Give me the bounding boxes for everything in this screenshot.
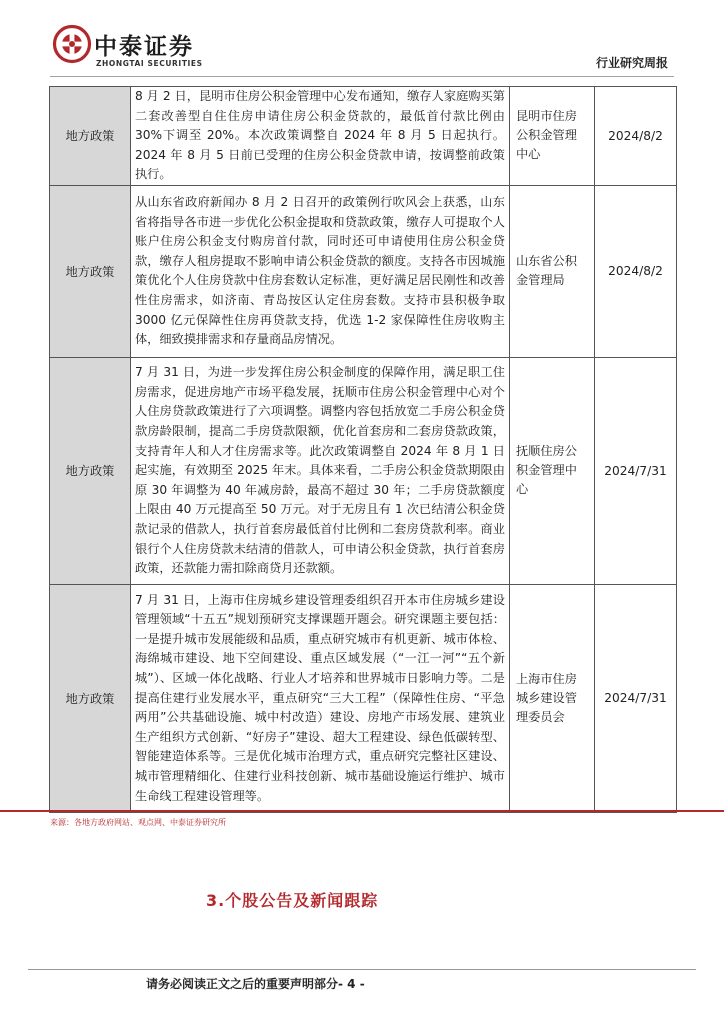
policy-content-cell: 7 月 31 日，为进一步发挥住房公积金制度的保障作用，满足职工住房需求，促进房地产市场平稳发展，抚顺市住房公积金管理中心对个人住房贷款政策进行了六项调整。调整内容包括放宽二手房公积金贷款房龄限制，提高二手房贷款限额，优化首套房和二套房贷款政策，支持青年人和人才住房需求等。此次政策调整自 2024 年 8 月 1 日起实施，有效期至 2025 年末。具体来看，二手房公积金贷款期限由原 30 年调整为 40 年减房龄，最高不超过 30 年；二手房贷款额度上限由 40 万元提高至 50 万元。对于无房且有 1 次已结清公积金贷款记录的借款人，执行首套房最低首付比例和二套房贷款利率。商业银行个人住房贷款未结清的借款人，可申请公积金贷款，执行首套房政策，还款能力需扣除商贷月还款额。 [131, 357, 510, 584]
policy-type-cell: 地方政策 [50, 185, 131, 357]
table-row [50, 584, 677, 812]
footer-disclaimer: 请务必阅读正文之后的重要声明部分 [146, 977, 339, 991]
table-row [50, 357, 677, 584]
policy-source-cell: 山东省公积金管理局 [510, 185, 595, 357]
policy-content-cell: 7 月 31 日，上海市住房城乡建设管理委组织召开本市住房城乡建设管理领域“十五五”规划预研究支撑课题开题会。研究课题主要包括：一是提升城市发展能级和品质，重点研究城市有机更新、城市体检、海绵城市建设、地下空间建设、重点区域发展（“一江一河”“五个新城”）、区域一体化战略、行业人才培养和世界城市日影响力等。二是提高住建行业发展水平，重点研究“三大工程”（保障性住房、“平急两用”公共基础设施、城中村改造）建设、房地产市场发展、建筑业生产组织方式创新、“好房子”建设、超大工程建设、绿色低碳转型、智能建造体系等。三是优化城市治理方式，重点研究完整社区建设、城市管理精细化、住建行业科技创新、城市基础设施运行维护、城市生命线工程建设管理等。 [131, 584, 510, 812]
policy-date-cell: 2024/8/2 [595, 185, 677, 357]
policy-table [49, 86, 677, 813]
policy-source-cell: 上海市住房城乡建设管理委员会 [510, 584, 595, 812]
company-name-cn: 中泰证券 [94, 34, 194, 60]
policy-source-cell: 抚顺住房公积金管理中心 [510, 357, 595, 584]
company-name-en: ZHONGTAI SECURITIES [96, 59, 203, 68]
policy-date-cell: 2024/8/2 [595, 87, 677, 186]
table-row [50, 87, 677, 186]
policy-type-cell: 地方政策 [50, 357, 131, 584]
policy-type-cell: 地方政策 [50, 87, 131, 186]
policy-date-cell: 2024/7/31 [595, 357, 677, 584]
section-title: 3.个股公告及新闻跟踪 [206, 891, 379, 910]
table-row [50, 185, 677, 357]
page-footer [146, 975, 365, 992]
policy-content-cell: 8 月 2 日，昆明市住房公积金管理中心发布通知，缴存人家庭购买第二套改善型自住住房申请住房公积金贷款的，最低首付款比例由 30%下调至 20%。本次政策调整自 2024 年 8 月 5 日起执行。2024 年 8 月 5 日前已受理的住房公积金贷款申请，按调整前政策执行。 [131, 87, 510, 186]
header-divider [50, 76, 674, 77]
table-bottom-divider [0, 810, 724, 812]
zhongtai-logo-icon [52, 24, 92, 64]
page-header [0, 0, 724, 90]
footer-divider [28, 969, 696, 970]
report-type-label: 行业研究周报 [595, 56, 668, 70]
policy-source-cell: 昆明市住房公积金管理中心 [510, 87, 595, 186]
policy-date-cell: 2024/7/31 [595, 584, 677, 812]
policy-type-cell: 地方政策 [50, 584, 131, 812]
page-number: - 4 - [338, 977, 365, 991]
source-note: 来源：各地方政府网站、观点网、中泰证券研究所 [50, 818, 226, 827]
policy-content-cell: 从山东省政府新闻办 8 月 2 日召开的政策例行吹风会上获悉，山东省将指导各市进一步优化公积金提取和贷款政策，缴存人可提取个人账户住房公积金支付购房首付款，同时还可申请使用住房公积金贷款，缴存人租房提取不影响申请公积金贷款的额度。支持各市因城施策优化个人住房贷款中住房套数认定标准，更好满足居民刚性和改善性住房需求，如济南、青岛按区认定住房套数。支持市县积极争取 3000 亿元保障性住房再贷款支持，优选 1-2 家保障性住房收购主体，细致摸排需求和存量商品房情况。 [131, 185, 510, 357]
